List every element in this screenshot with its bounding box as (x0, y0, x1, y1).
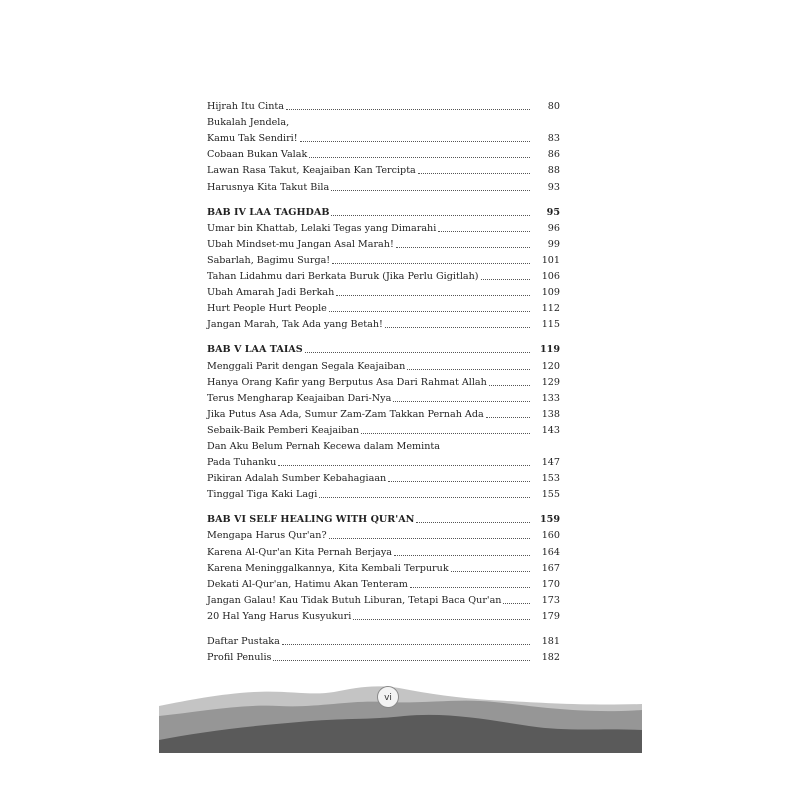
toc-page-number: 80 (547, 101, 560, 113)
dot-leader (489, 385, 530, 386)
toc-entry-title: Tinggal Tiga Kaki Lagi (207, 489, 318, 501)
toc-entry (207, 219, 560, 235)
toc-entry (207, 453, 560, 469)
toc-page-number: 95 (546, 206, 560, 218)
toc-entry (207, 299, 560, 315)
toc-page-number: 106 (541, 271, 560, 283)
toc-entry-title: Bukalah Jendela, (207, 117, 290, 129)
toc-entry-title: 20 Hal Yang Harus Kusyukuri (207, 610, 352, 622)
toc-page-number: 112 (541, 303, 560, 315)
toc-page-number: 173 (541, 594, 560, 606)
toc-page-number: 167 (541, 562, 560, 574)
dot-leader (393, 401, 530, 402)
toc-page-number: 138 (541, 408, 560, 420)
dot-leader (282, 644, 530, 645)
toc-entry (207, 389, 560, 405)
toc-page-number: 83 (547, 133, 560, 145)
toc-entry-title: Daftar Pustaka (207, 636, 280, 647)
toc-entry (207, 542, 560, 558)
toc-entry-title: Kamu Tak Sendiri! (207, 133, 298, 145)
toc-entry (207, 97, 560, 113)
toc-entry-title: Karena Al-Qur'an Kita Pernah Berjaya (207, 546, 392, 558)
dot-leader (481, 279, 530, 280)
toc-page-number: 99 (547, 238, 560, 250)
toc-entry (207, 283, 560, 299)
toc-entry-title: Umar bin Khattab, Lelaki Tegas yang Dimarahi (207, 222, 437, 234)
section-gap (207, 331, 560, 340)
toc-entry (207, 632, 560, 648)
toc-entry (207, 437, 560, 453)
toc-page-number: 115 (541, 319, 560, 331)
toc-entry-title: Pada Tuhanku (207, 457, 277, 469)
dot-leader (416, 522, 530, 523)
toc-entry-title: Dekati Al-Qur'an, Hatimu Akan Tenteram (207, 578, 408, 590)
toc-entry (207, 113, 560, 129)
toc-entry-title: Hurt People Hurt People (207, 303, 327, 315)
toc-page-number: 120 (541, 360, 560, 372)
toc-entry (207, 315, 560, 331)
toc-entry-title: Karena Meninggalkannya, Kita Kembali Terpuruk (207, 562, 449, 574)
toc-entry (207, 485, 560, 501)
toc-chapter-heading (207, 203, 560, 219)
toc-entry (207, 356, 560, 372)
toc-entry-title: Hanya Orang Kafir yang Berputus Asa Dari Rahmat Allah (207, 376, 487, 388)
toc-chapter-heading (207, 510, 560, 526)
toc-page-number: 153 (541, 473, 560, 485)
dot-leader (388, 481, 530, 482)
dot-leader (331, 190, 530, 191)
toc-page-number: 170 (541, 578, 560, 590)
toc-entry (207, 405, 560, 421)
toc-entry (207, 251, 560, 267)
toc-page-number: 179 (541, 610, 560, 622)
toc-page-number: 159 (539, 514, 560, 526)
toc-chapter-heading (207, 340, 560, 356)
toc-entry (207, 177, 560, 193)
dot-leader (503, 603, 530, 604)
dot-leader (305, 352, 530, 353)
dot-leader (353, 619, 530, 620)
dot-leader (410, 587, 530, 588)
dot-leader (300, 141, 530, 142)
toc-page-number: 160 (541, 530, 560, 542)
toc-entry-title: Mengapa Harus Qur'an? (207, 530, 327, 542)
toc-entry (207, 373, 560, 389)
toc-entry (207, 129, 560, 145)
dot-leader (361, 433, 530, 434)
dot-leader (407, 369, 530, 370)
toc-entry (207, 469, 560, 485)
toc-page-number: 119 (539, 344, 560, 356)
toc-entry-title: Dan Aku Belum Pernah Kecewa dalam Meminta (207, 440, 440, 452)
dot-leader (394, 555, 530, 556)
dot-leader (319, 497, 530, 498)
dot-leader (309, 157, 530, 158)
dot-leader (286, 109, 530, 110)
section-gap (207, 194, 560, 203)
dot-leader (418, 173, 530, 174)
mountain-illustration (159, 680, 642, 753)
toc-entry (207, 145, 560, 161)
toc-entry-title: Cobaan Bukan Valak (207, 149, 308, 161)
toc-entry-title: Terus Mengharap Keajaiban Dari-Nya (207, 392, 392, 404)
dot-leader (486, 417, 530, 418)
section-gap (207, 501, 560, 510)
toc-entry (207, 161, 560, 177)
dot-leader (336, 295, 530, 296)
toc-entry (207, 575, 560, 591)
toc-page-number: 133 (541, 392, 560, 404)
toc-entry-title: Ubah Amarah Jadi Berkah (207, 287, 335, 299)
toc-page-number: 101 (541, 254, 560, 266)
toc-entry-title: Harusnya Kita Takut Bila (207, 181, 330, 193)
toc-entry-title: Menggali Parit dengan Segala Keajaiban (207, 360, 406, 372)
dot-leader (329, 311, 530, 312)
dot-leader (396, 247, 530, 248)
toc-entry-title: Ubah Mindset-mu Jangan Asal Marah! (207, 238, 394, 250)
toc-entry-title: Jika Putus Asa Ada, Sumur Zam-Zam Takkan Pernah Ada (207, 408, 484, 420)
section-gap (207, 623, 560, 632)
toc-entry (207, 235, 560, 251)
toc-page-number: 164 (541, 546, 560, 558)
toc-entry (207, 591, 560, 607)
toc-page-number: 147 (541, 457, 560, 469)
toc-page-number: 155 (541, 489, 560, 501)
toc-entry-title: BAB VI SELF HEALING WITH QUR'AN (207, 514, 415, 526)
toc-entry-title: Jangan Galau! Kau Tidak Butuh Liburan, Tetapi Baca Qur'an (207, 594, 502, 606)
toc-entry (207, 421, 560, 437)
toc-page-number: 93 (547, 181, 560, 193)
toc-page-number: 129 (541, 376, 560, 388)
page-number-badge: vi (377, 686, 399, 708)
toc-entry-title: Tahan Lidahmu dari Berkata Buruk (Jika Perlu Gigitlah) (207, 271, 479, 283)
toc-entry (207, 559, 560, 575)
dot-leader (273, 660, 530, 661)
toc-entry-title: Lawan Rasa Takut, Keajaiban Kan Tercipta (207, 165, 416, 177)
toc-page-number: 109 (541, 287, 560, 299)
toc-entry (207, 526, 560, 542)
toc-entry (207, 267, 560, 283)
dot-leader (451, 571, 530, 572)
toc-entry-title: Jangan Marah, Tak Ada yang Betah! (207, 319, 383, 331)
toc-entry-title: Sebaik-Baik Pemberi Keajaiban (207, 424, 360, 436)
dot-leader (278, 465, 530, 466)
toc-entry (207, 648, 560, 664)
toc-page-number: 182 (541, 652, 560, 664)
toc-page-number: 88 (547, 165, 560, 177)
dot-leader (331, 215, 530, 216)
toc-entry-title: Hijrah Itu Cinta (207, 101, 284, 113)
toc-entry-title: Sabarlah, Bagimu Surga! (207, 254, 331, 266)
toc-entry-title: Profil Penulis (207, 652, 272, 664)
dot-leader (329, 538, 530, 539)
toc-page-number: 86 (547, 149, 560, 161)
toc-entry (207, 607, 560, 623)
toc-page-number: 143 (541, 424, 560, 436)
dot-leader (332, 263, 530, 264)
toc-entry-title: Pikiran Adalah Sumber Kebahagiaan (207, 473, 387, 485)
toc-entry-title: BAB V LAA TAIAS (207, 344, 303, 356)
table-of-contents (207, 97, 560, 664)
toc-entry-title: BAB IV LAA TAGHDAB (207, 206, 330, 218)
dot-leader (438, 231, 530, 232)
toc-page-number: 181 (541, 636, 560, 647)
toc-page-number: 96 (547, 222, 560, 234)
dot-leader (385, 327, 530, 328)
